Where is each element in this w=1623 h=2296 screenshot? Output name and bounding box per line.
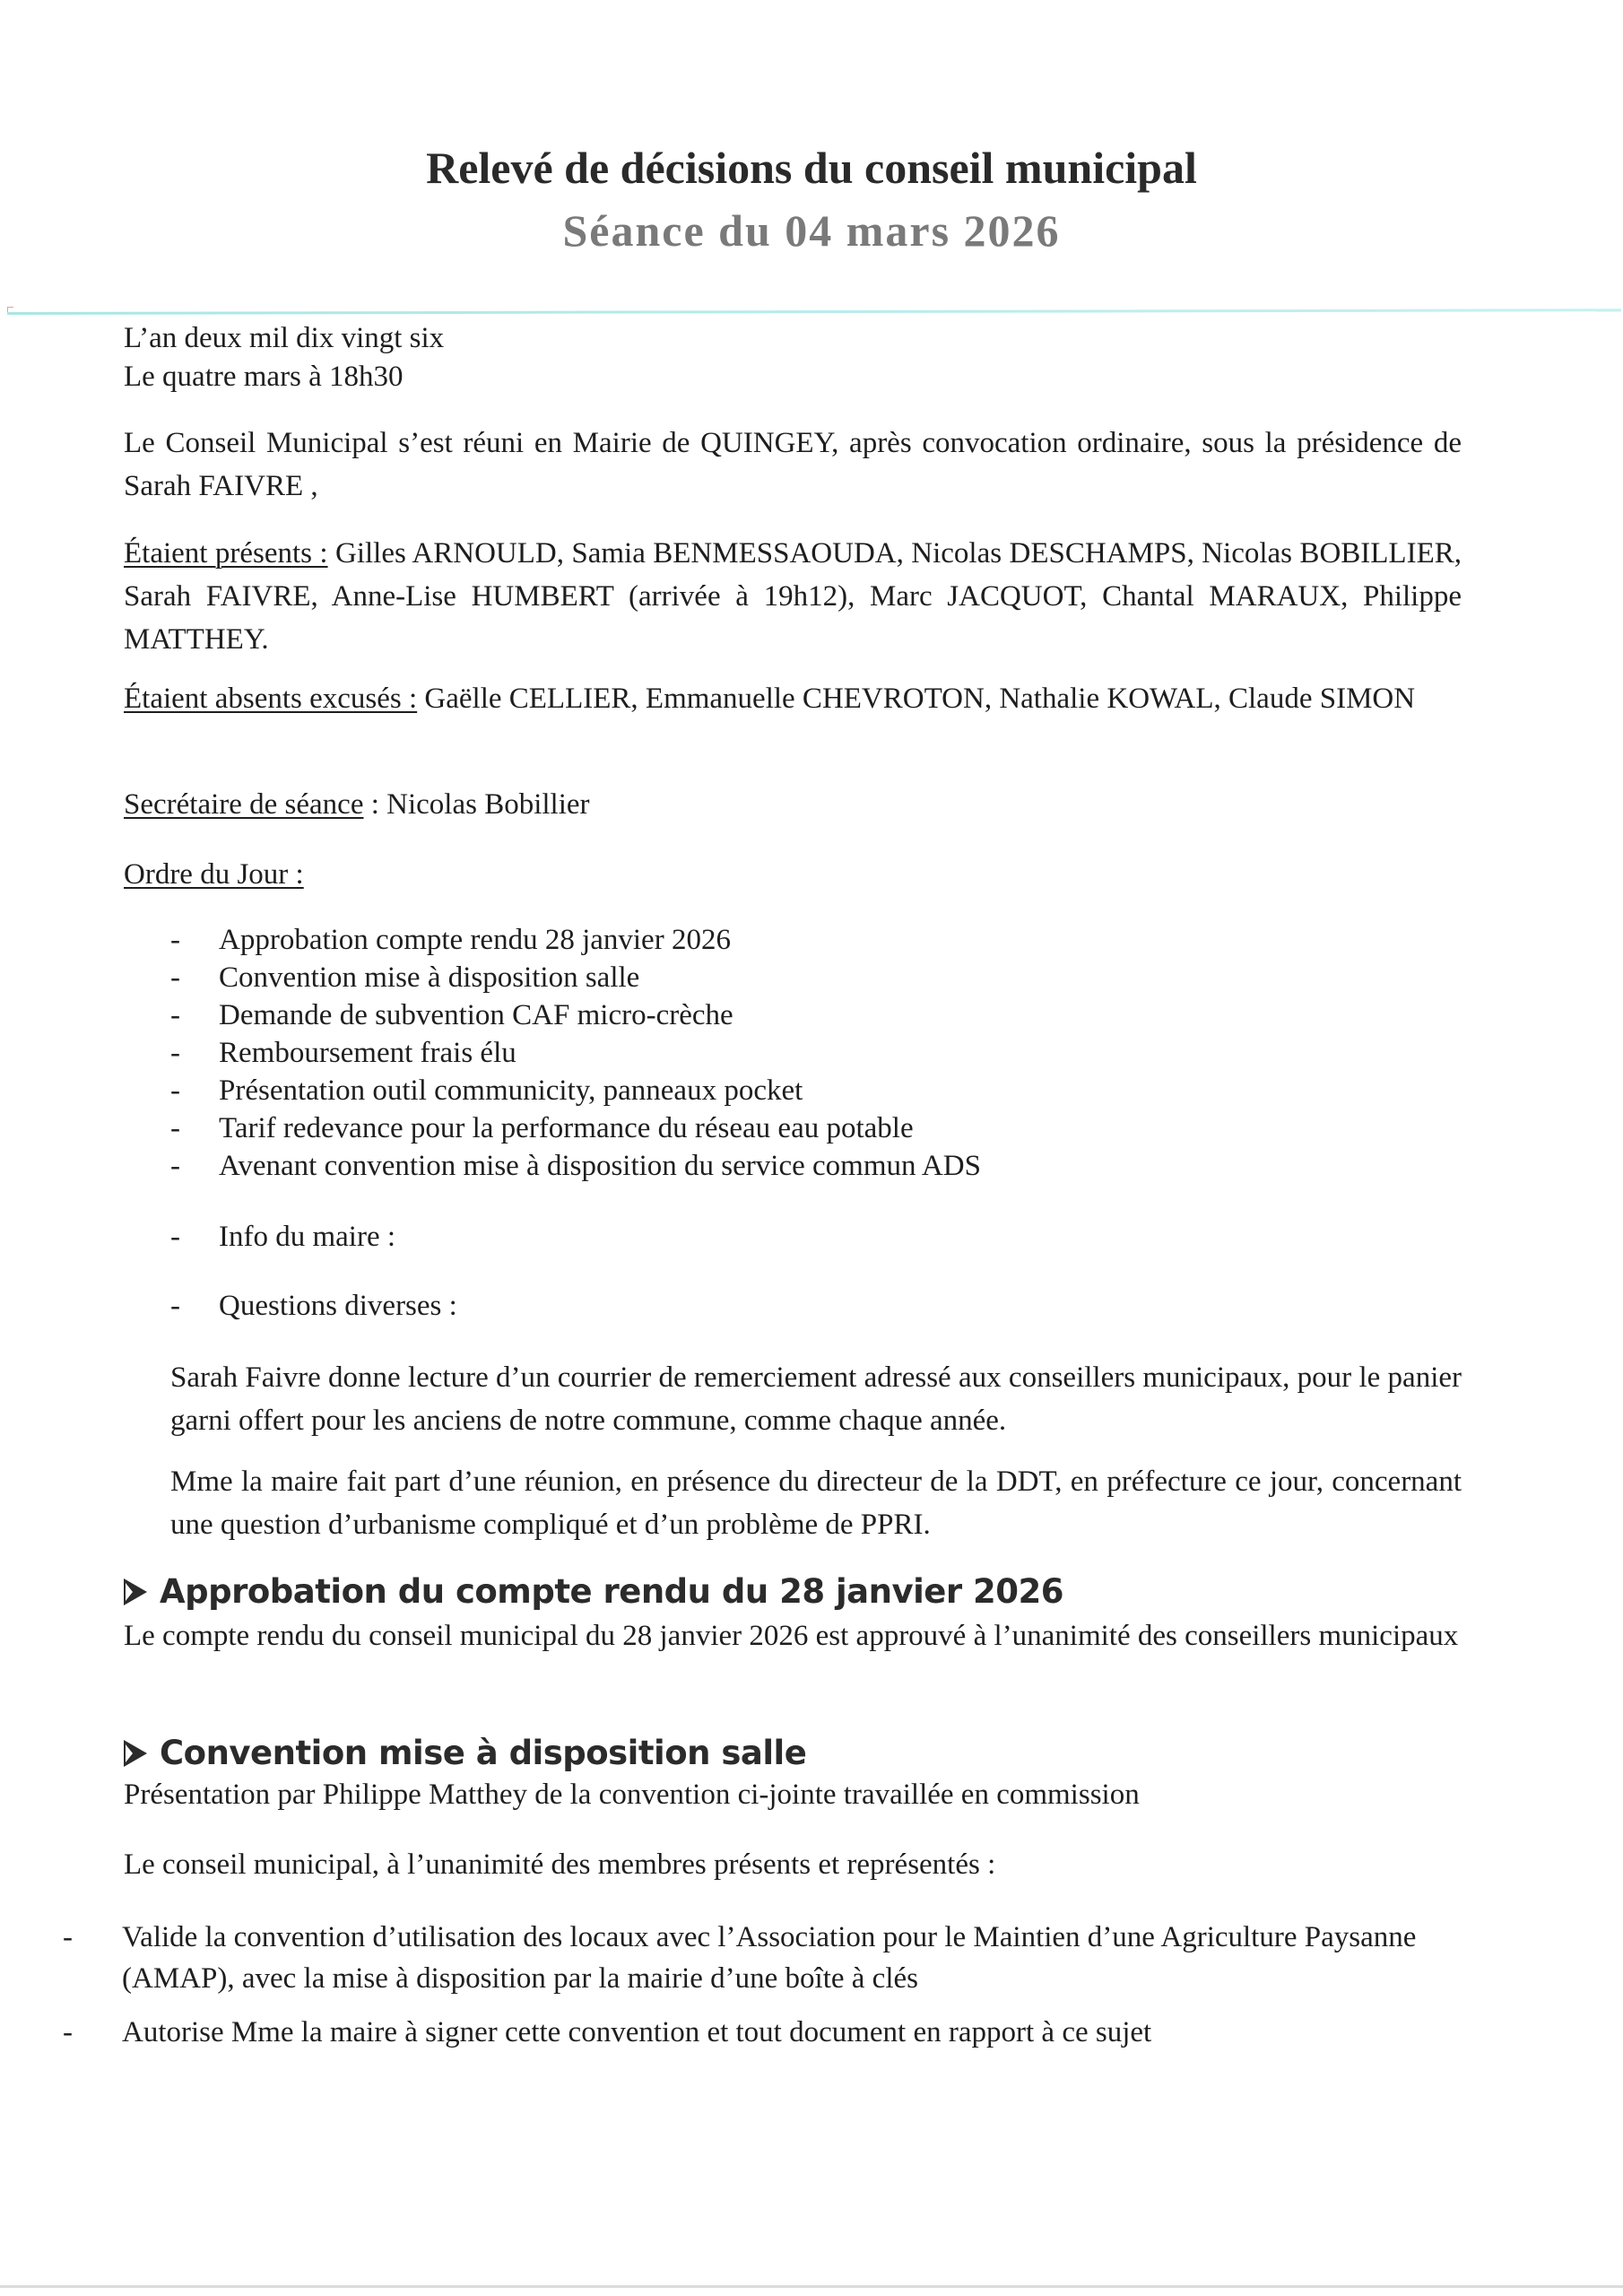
present-label: Étaient présents : <box>124 537 328 570</box>
question-paragraph-thanks: Sarah Faivre donne lecture d’un courrier de remerciement adressé aux conseillers municipaux, pour le panier garni offert pour les anciens de notre commune, comme chaque année. <box>170 1361 1462 1437</box>
agenda-item: - Remboursement frais élu <box>170 1034 981 1072</box>
absent-label: Étaient absents excusés : <box>124 683 418 715</box>
dash-bullet-icon: - <box>170 999 180 1031</box>
secretary-name: : Nicolas Bobillier <box>363 788 590 821</box>
approbation-body: Le compte rendu du conseil municipal du 28 janvier 2026 est approuvé à l’unanimité des conseillers municipaux <box>124 1620 1459 1652</box>
agenda-item: - Avenant convention mise à disposition du service commun ADS <box>170 1147 981 1185</box>
dash-bullet-icon: - <box>170 1037 180 1069</box>
dash-bullet-icon: - <box>170 961 180 994</box>
agenda-item: - Présentation outil communicity, panneaux pocket <box>170 1072 981 1109</box>
dash-bullet-icon: - <box>170 1221 180 1253</box>
page-bottom-edge <box>0 2285 1623 2288</box>
session-secretary <box>124 785 590 824</box>
question-paragraph-ddt: Mme la maire fait part d’une réunion, en présence du directeur de la DDT, en préfecture ce jour, concernant une question d’urbanisme compliqué et d’un problème de PPRI. <box>170 1465 1462 1541</box>
arrow-right-icon <box>124 1578 147 1605</box>
agenda-item: - Demande de subvention CAF micro-crèche <box>170 996 981 1034</box>
dash-bullet-icon: - <box>170 1290 180 1322</box>
agenda-item: - Approbation compte rendu 28 janvier 2026 <box>170 921 981 959</box>
agenda-item-questions-diverses: - Questions diverses : <box>170 1287 457 1325</box>
convention-intro: Présentation par Philippe Matthey de la convention ci-jointe travaillée en commission <box>124 1779 1140 1811</box>
dash-bullet-icon: - <box>170 924 180 956</box>
absent-names: Gaëlle CELLIER, Emmanuelle CHEVROTON, Nathalie KOWAL, Claude SIMON <box>417 683 1416 715</box>
section-heading-approbation: Approbation du compte rendu du 28 janvier 2026 <box>124 1570 1063 1613</box>
agenda-list <box>170 921 981 1185</box>
agenda-label: Ordre du Jour : <box>124 858 304 891</box>
arrow-right-icon <box>124 1740 147 1767</box>
scan-artifact-line <box>7 309 1621 315</box>
date-time-line: Le quatre mars à 18h30 <box>124 361 404 393</box>
dash-bullet-icon: - <box>170 1112 180 1144</box>
document-page: Relevé de décisions du conseil municipal Séance du 04 mars 2026 L’an deux mil dix vingt six Le quatre mars à 18h30 Le Conseil Municipal s’est réuni en Mairie de QUINGEY, après convocation ordinaire, sous la présidence de Sarah FAIVRE , Étaient présents : Gilles ARNOULD, Samia BENMESSAOUDA, Nicolas DESCHAMPS, Nicolas BOBILLIER, Sarah FAIVRE, Anne-Lise HUMBERT (arrivée à 19h12), Marc JACQUOT, Chantal MARAUX, Philippe MATTHEY. Étaient absents excusés : Gaëlle CELLIER, Emmanuelle CHEVROTON, Nathalie KOWAL, Claude SIMON Secrétaire de séance : Nicolas Bobillier Ordre du Jour : - Approbation compte rendu 28 janvier 2026 - Convention mise à disposition salle - Demande de subvention CAF micro-crèche - Remboursement frais élu - Présentation outil communicity, panneaux pocket - Tarif redevance pour la performance du réseau eau potable - Avenant convention mise à disposition du service commun ADS - Info du maire : - Questions diverses : Sarah Faivre donne lecture d’un courrier de remerciement adressé aux conseillers municipaux, pour le panier garni offert pour les anciens de notre commune, comme chaque année. Mme la maire fait part d’une réunion, en présence du directeur de la DDT, en préfecture ce jour, concernant une question d’urbanisme compliqué et d’un problème de PPRI. Approbation du compte rendu du 28 janvier 2026 Le compte rendu du conseil municipal du 28 janvier 2026 est approuvé à l’unanimité des conseillers municipaux Convention mise à disposition salle Présentation par Philippe Matthey de la convention ci-jointe travaillée en commission Le conseil municipal, à l’unanimité des membres présents et représentés : - Valide la convention d’utilisation des locaux avec l’Association pour le Maintien d’une Agriculture Paysanne (AMAP), avec la mise à disposition par la mairie d’une boîte à clés - Autorise Mme la maire à signer cette convention et tout document en rapport à ce sujet <box>0 0 1623 2296</box>
agenda-extra-list <box>170 1218 395 1256</box>
dash-bullet-icon: - <box>170 1150 180 1182</box>
agenda-item: - Convention mise à disposition salle <box>170 959 981 996</box>
dash-bullet-icon: - <box>63 1921 73 1953</box>
present-members <box>124 532 1462 661</box>
agenda-item-info-maire: - Info du maire : <box>170 1218 395 1256</box>
meeting-intro: Le Conseil Municipal s’est réuni en Mairie de QUINGEY, après convocation ordinaire, sous la présidence de Sarah FAIVRE , <box>124 427 1462 502</box>
section-heading-convention: Convention mise à disposition salle <box>124 1732 806 1775</box>
agenda-extra-list <box>170 1287 457 1325</box>
year-line: L’an deux mil dix vingt six <box>124 322 445 354</box>
document-title: Relevé de décisions du conseil municipal <box>426 143 1197 193</box>
secretary-label: Secrétaire de séance <box>124 788 364 821</box>
agenda-item: - Tarif redevance pour la performance du réseau eau potable <box>170 1109 981 1147</box>
dash-bullet-icon: - <box>63 2016 73 2048</box>
absent-members <box>124 677 1462 720</box>
convention-vote: Le conseil municipal, à l’unanimité des membres présents et représentés : <box>124 1848 996 1881</box>
session-date-subtitle: Séance du 04 mars 2026 <box>562 205 1061 256</box>
present-names: Gilles ARNOULD, Samia BENMESSAOUDA, Nicolas DESCHAMPS, Nicolas BOBILLIER, Sarah FAIVRE, Anne-Lise HUMBERT (arrivée à 19h12), Marc JACQUOT, Chantal MARAUX, Philippe MATTHEY. <box>124 537 1462 656</box>
dash-bullet-icon: - <box>170 1074 180 1107</box>
